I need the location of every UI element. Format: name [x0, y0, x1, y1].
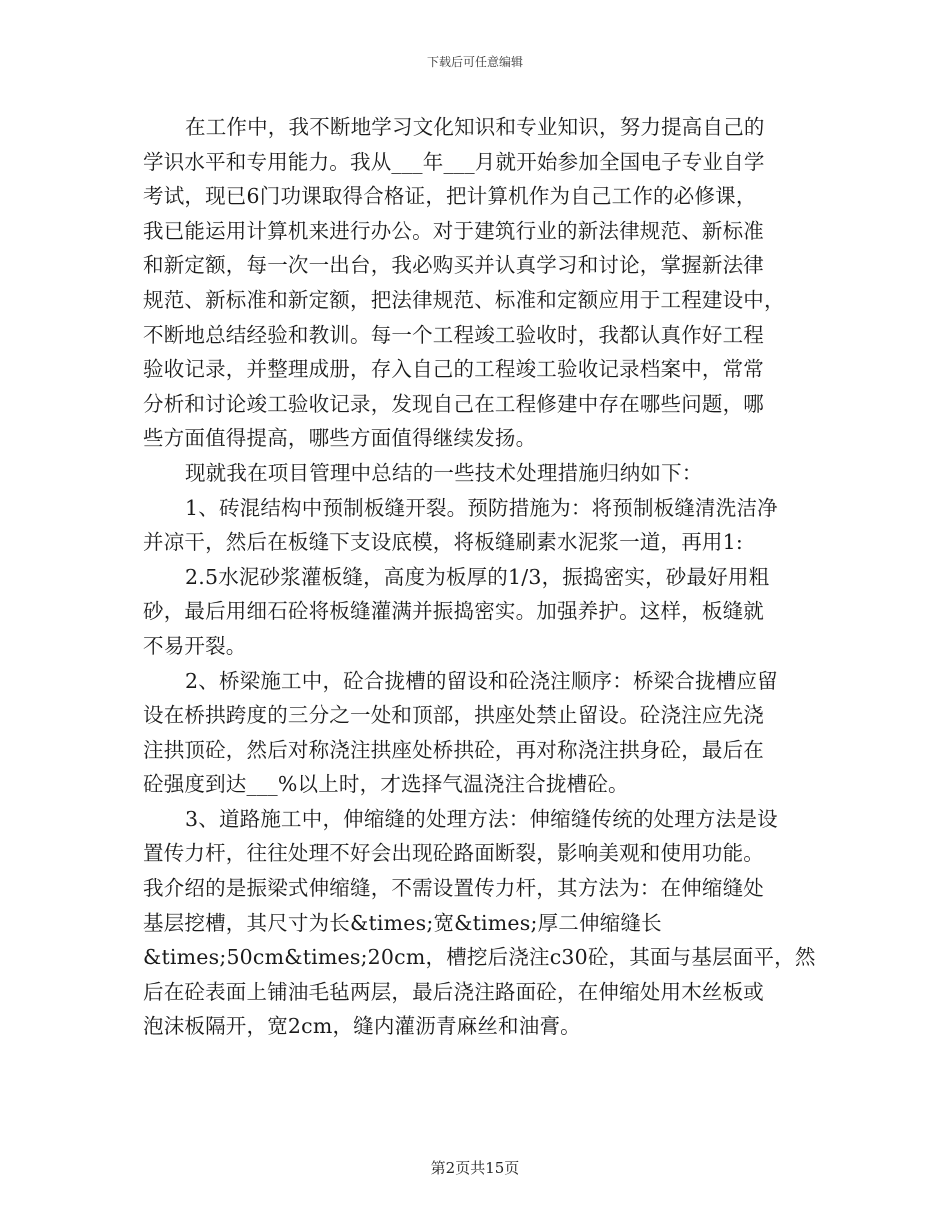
text-line: 考试，现已6门功课取得合格证，把计算机作为自己工作的必修课，	[143, 184, 757, 209]
text-line: 2.5水泥砂浆灌板缝，高度为板厚的1/3，振捣密实，砂最好用粗	[185, 564, 770, 589]
text-line: 置传力杆，往往处理不好会出现砼路面断裂，影响美观和使用功能。	[143, 841, 764, 866]
document-body	[143, 110, 816, 1044]
text-line: 3、道路施工中，伸缩缝的处理方法：伸缩缝传统的处理方法是设	[185, 806, 778, 831]
text-line: 学识水平和专用能力。我从___年___月就开始参加全国电子专业自学	[143, 149, 765, 174]
text-line: 2、桥梁施工中，砼合拢槽的留设和砼浇注顺序：桥梁合拢槽应留	[185, 668, 778, 693]
text-line: 我介绍的是振梁式伸缩缝，不需设置传力杆，其方法为：在伸缩缝处	[143, 876, 764, 901]
text-line: 些方面值得提高，哪些方面值得继续发扬。	[143, 426, 537, 451]
text-line: 基层挖槽，其尺寸为长&times;宽&times;厚二伸缩缝长	[143, 910, 662, 935]
text-line: 规范、新标准和新定额，把法律规范、标准和定额应用于工程建设中，	[143, 287, 785, 312]
text-line: 不易开裂。	[143, 633, 247, 658]
text-line: 砼强度到达___%以上时，才选择气温浇注合拢槽砼。	[143, 772, 629, 797]
text-line: 1、砖混结构中预制板缝开裂。预防措施为：将预制板缝清洗洁净	[185, 495, 778, 520]
text-line: 和新定额，每一次一出台，我必购买并认真学习和讨论，掌握新法律	[143, 253, 764, 278]
text-line: 不断地总结经验和教训。每一个工程竣工验收时，我都认真作好工程	[143, 322, 764, 347]
text-line: 在工作中，我不断地学习文化知识和专业知识，努力提高自己的	[185, 115, 765, 139]
text-line: 我已能运用计算机来进行办公。对于建筑行业的新法律规范、新标准	[143, 218, 764, 243]
text-line: 现就我在项目管理中总结的一些技术处理措施归纳如下：	[185, 460, 703, 485]
text-line: 泡沫板隔开，宽2cm，缝内灌沥青麻丝和油膏。	[143, 1014, 581, 1039]
text-line: 砂，最后用细石砼将板缝灌满并振捣密实。加强养护。这样，板缝就	[143, 599, 764, 624]
text-line: 注拱顶砼，然后对称浇注拱座处桥拱砼，再对称浇注拱身砼，最后在	[143, 737, 764, 762]
text-line: 验收记录，并整理成册，存入自己的工程竣工验收记录档案中，常常	[143, 357, 764, 382]
text-line: 并凉干，然后在板缝下支设底模，将板缝刷素水泥浆一道，再用1:	[143, 530, 743, 555]
page-header: 下载后可任意编辑	[426, 55, 523, 69]
text-line: 后在砼表面上铺油毛毡两层，最后浇注路面砼，在伸缩处用木丝板或	[143, 979, 764, 1004]
text-line: &times;50cm&times;20cm，槽挖后浇注c30砼，其面与基层面平，然	[143, 945, 816, 970]
text-line: 设在桥拱跨度的三分之一处和顶部，拱座处禁止留设。砼浇注应先浇	[143, 703, 764, 728]
page-number: 第2页共15页	[430, 1159, 520, 1177]
text-line: 分析和讨论竣工验收记录，发现自己在工程修建中存在哪些问题，哪	[143, 391, 764, 416]
